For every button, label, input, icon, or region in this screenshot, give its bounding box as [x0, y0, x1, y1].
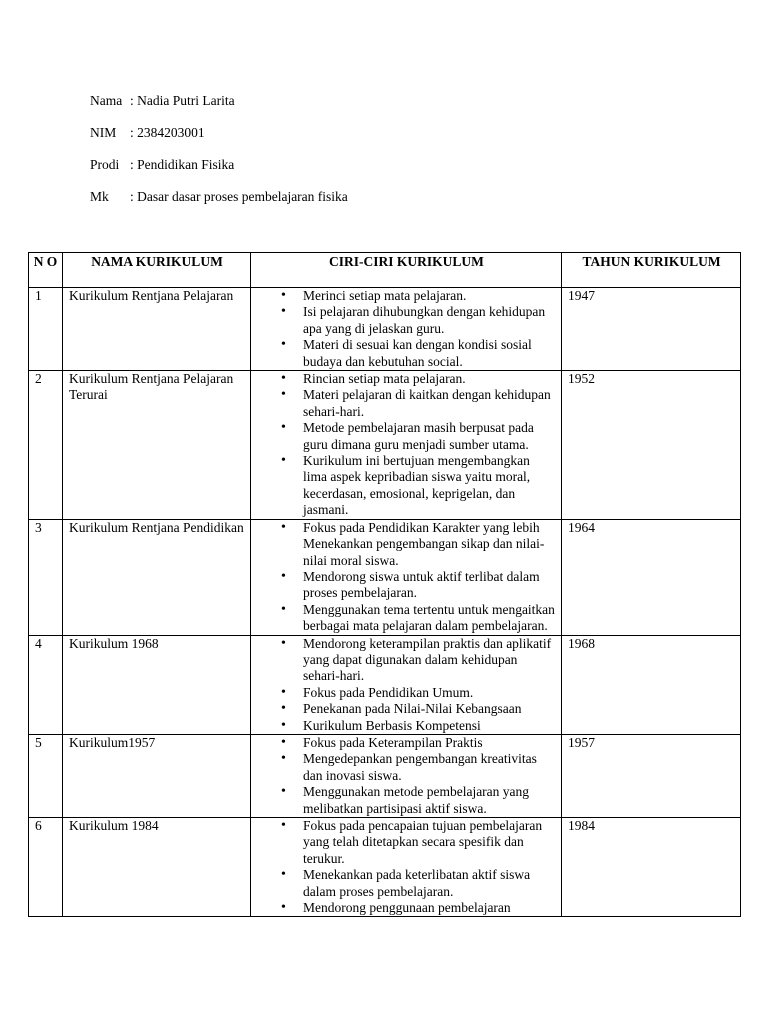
nim-label: NIM — [90, 125, 117, 140]
table-row — [29, 818, 741, 917]
list-item: • Mendorong keterampilan praktis dan aplikatif yang dapat digunakan dalam kehidupan sehari-hari. — [303, 636, 556, 685]
list-item: • Mengedepankan pengembangan kreativitas dan inovasi siswa. — [303, 751, 556, 784]
table-header-row — [29, 253, 741, 288]
list-item: • Kurikulum Berbasis Kompetensi — [303, 718, 556, 734]
list-item: • Fokus pada pencapaian tujuan pembelajaran yang telah ditetapkan secara spesifik dan terukur. — [303, 818, 556, 867]
list-item: • Kurikulum ini bertujuan mengembangkan lima aspek kepribadian siswa yaitu moral, kecerdasan, emosional, keprigelan, dan jasmani. — [303, 453, 556, 519]
table-row — [29, 371, 741, 520]
row-ciri — [251, 288, 562, 371]
row-nama: Kurikulum Rentjana Pendidikan — [63, 519, 251, 635]
row-nama: Kurikulum1957 — [63, 734, 251, 817]
row-tahun: 1947 — [562, 288, 741, 371]
list-item: • Fokus pada Pendidikan Umum. — [303, 685, 556, 701]
row-no: 5 — [29, 734, 63, 817]
prodi-row — [90, 156, 348, 188]
nim-row — [90, 124, 348, 156]
list-item: • Fokus pada Pendidikan Karakter yang lebih Menekankan pengembangan sikap dan nilai-nilai moral siswa. — [303, 520, 556, 569]
list-item: • Mendorong penggunaan pembelajaran — [303, 900, 556, 916]
row-nama: Kurikulum 1968 — [63, 635, 251, 734]
table-row — [29, 635, 741, 734]
list-item: • Rincian setiap mata pelajaran. — [303, 371, 556, 387]
list-item: • Penekanan pada Nilai-Nilai Kebangsaan — [303, 701, 556, 717]
list-item: • Materi pelajaran di kaitkan dengan kehidupan sehari-hari. — [303, 387, 556, 420]
list-item: • Materi di sesuai kan dengan kondisi sosial budaya dan kebutuhan social. — [303, 337, 556, 370]
list-item: • Menggunakan metode pembelajaran yang melibatkan partisipasi aktif siswa. — [303, 784, 556, 817]
prodi-value: : Pendidikan Fisika — [130, 157, 235, 172]
row-nama: Kurikulum Rentjana Pelajaran Terurai — [63, 371, 251, 520]
row-ciri — [251, 635, 562, 734]
nim-value: : 2384203001 — [130, 125, 205, 140]
header-no: N O — [29, 253, 63, 288]
row-nama: Kurikulum 1984 — [63, 818, 251, 917]
table-row — [29, 519, 741, 635]
row-tahun: 1968 — [562, 635, 741, 734]
row-no: 6 — [29, 818, 63, 917]
row-tahun: 1957 — [562, 734, 741, 817]
row-ciri — [251, 371, 562, 520]
list-item: • Metode pembelajaran masih berpusat pada guru dimana guru menjadi sumber utama. — [303, 420, 556, 453]
header-tahun: TAHUN KURIKULUM — [562, 253, 741, 288]
student-identity — [90, 92, 348, 220]
row-ciri — [251, 519, 562, 635]
prodi-label: Prodi — [90, 157, 120, 172]
list-item: • Isi pelajaran dihubungkan dengan kehidupan apa yang di jelaskan guru. — [303, 304, 556, 337]
row-tahun: 1984 — [562, 818, 741, 917]
nama-label: Nama — [90, 93, 123, 108]
table-row — [29, 288, 741, 371]
row-tahun: 1952 — [562, 371, 741, 520]
mk-label: Mk — [90, 189, 109, 204]
row-tahun: 1964 — [562, 519, 741, 635]
row-no: 2 — [29, 371, 63, 520]
header-nama: NAMA KURIKULUM — [63, 253, 251, 288]
list-item: • Menekankan pada keterlibatan aktif siswa dalam proses pembelajaran. — [303, 867, 556, 900]
table-row — [29, 734, 741, 817]
mk-row — [90, 188, 348, 220]
list-item: • Merinci setiap mata pelajaran. — [303, 288, 556, 304]
row-ciri — [251, 818, 562, 917]
row-ciri — [251, 734, 562, 817]
row-no: 1 — [29, 288, 63, 371]
list-item: • Fokus pada Keterampilan Praktis — [303, 735, 556, 751]
mk-value: : Dasar dasar proses pembelajaran fisika — [130, 189, 348, 204]
row-no: 3 — [29, 519, 63, 635]
header-ciri: CIRI-CIRI KURIKULUM — [251, 253, 562, 288]
list-item: • Mendorong siswa untuk aktif terlibat dalam proses pembelajaran. — [303, 569, 556, 602]
row-nama: Kurikulum Rentjana Pelajaran — [63, 288, 251, 371]
list-item: • Menggunakan tema tertentu untuk mengaitkan berbagai mata pelajaran dalam pembelajaran. — [303, 602, 556, 635]
curriculum-table — [28, 252, 741, 917]
row-no: 4 — [29, 635, 63, 734]
nama-value: : Nadia Putri Larita — [130, 93, 235, 108]
nama-row — [90, 92, 348, 124]
